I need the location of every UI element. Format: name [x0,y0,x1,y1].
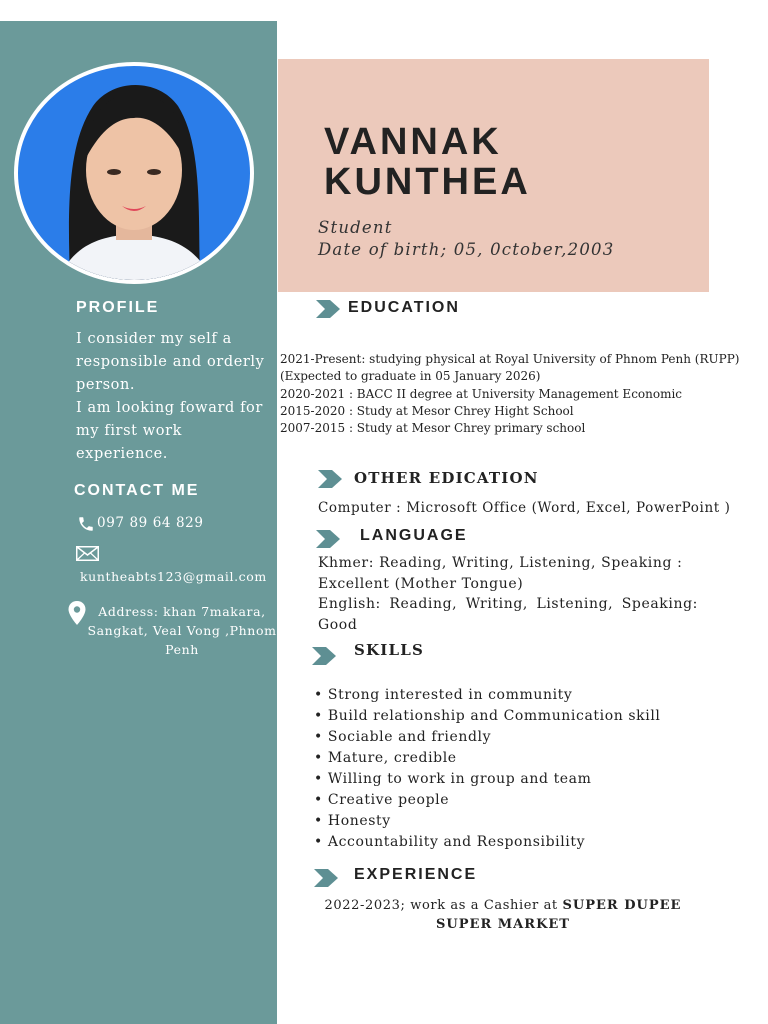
english-line [318,594,698,615]
other-education-text: Computer : Microsoft Office (Word, Excel, PowerPoint ) [318,500,731,516]
profile-line: I consider my self a [76,331,232,347]
phone-number[interactable]: 097 89 64 829 [97,515,204,531]
language-text [318,553,698,635]
company-name: SUPER MARKET [436,917,570,932]
arrow-icon [316,530,340,548]
skill-item: • Mature, credible [314,750,457,766]
skill-item: • Sociable and friendly [314,729,492,745]
experience-heading: EXPERIENCE [354,866,478,883]
english-word: Writing, [465,596,528,612]
skill-item: • Strong interested in community [314,687,573,703]
profile-line: responsible and orderly [76,354,265,370]
education-item: 2020-2021 : BACC II degree at University Management Economic [280,386,683,401]
education-item: 2021-Present: studying physical at Royal University of Phnom Penh (RUPP) [280,352,740,366]
education-item: (Expected to graduate in 05 January 2026) [280,369,541,384]
education-heading: EDUCATION [348,299,460,316]
other-education-heading: OTHER EDICATION [354,469,539,487]
english-word: English: [318,596,381,612]
contact-heading: CONTACT ME [74,482,200,499]
name-line: KUNTHEA [324,161,531,203]
portrait-illustration [18,66,250,280]
skill-item: • Honesty [314,813,391,829]
arrow-icon [316,300,340,318]
experience-line [318,915,688,934]
address-line: Penh [165,642,199,657]
english-word: Listening, [536,596,614,612]
khmer-line: Excellent (Mother Tongue) [318,575,524,592]
profile-line: I am looking foward for [76,400,263,416]
khmer-line: Khmer: Reading, Writing, Listening, Speaking : [318,555,683,571]
skills-list [314,685,661,853]
profile-photo-frame [14,62,254,284]
experience-prefix: 2022-2023; work as a Cashier at [324,898,563,913]
profile-line: person. [76,377,136,393]
mail-icon [76,546,99,561]
english-word: Reading, [389,596,458,612]
skill-item: • Creative people [314,792,450,808]
name-line: VANNAK [324,121,502,163]
skill-item: • Accountability and Responsibility [314,834,586,850]
address [86,602,278,659]
experience-line [318,896,688,915]
phone-icon [77,515,95,533]
location-pin-icon [68,601,86,625]
profile-line: my first work [76,423,183,439]
arrow-icon [314,869,338,887]
experience-text [318,896,688,934]
english-word: Speaking: [621,596,698,612]
skill-item: • Willing to work in group and team [314,771,592,787]
profile-line: experience. [76,446,169,462]
company-name: SUPER DUPEE [562,898,682,913]
education-list [280,351,739,437]
profile-heading: PROFILE [76,299,160,316]
education-item: 2015-2020 : Study at Mesor Chrey Hight School [280,403,574,418]
profile-text [76,328,272,466]
language-heading: LANGUAGE [360,527,468,544]
profile-photo [18,66,250,280]
arrow-icon [318,470,342,488]
skills-heading: SKILLS [354,641,425,659]
english-line-2: Good [318,616,358,633]
address-line: Address: khan 7makara, [98,604,266,619]
full-name [324,122,531,202]
email-address[interactable]: kuntheabts123@gmail.com [80,569,267,584]
role: Student [318,218,393,237]
date-of-birth: Date of birth; 05, 0ctober,2003 [318,240,615,259]
skill-item: • Build relationship and Communication skill [314,708,661,724]
arrow-icon [312,647,336,665]
address-line: Sangkat, Veal Vong ,Phnom [87,623,277,638]
education-item: 2007-2015 : Study at Mesor Chrey primary school [280,421,586,436]
